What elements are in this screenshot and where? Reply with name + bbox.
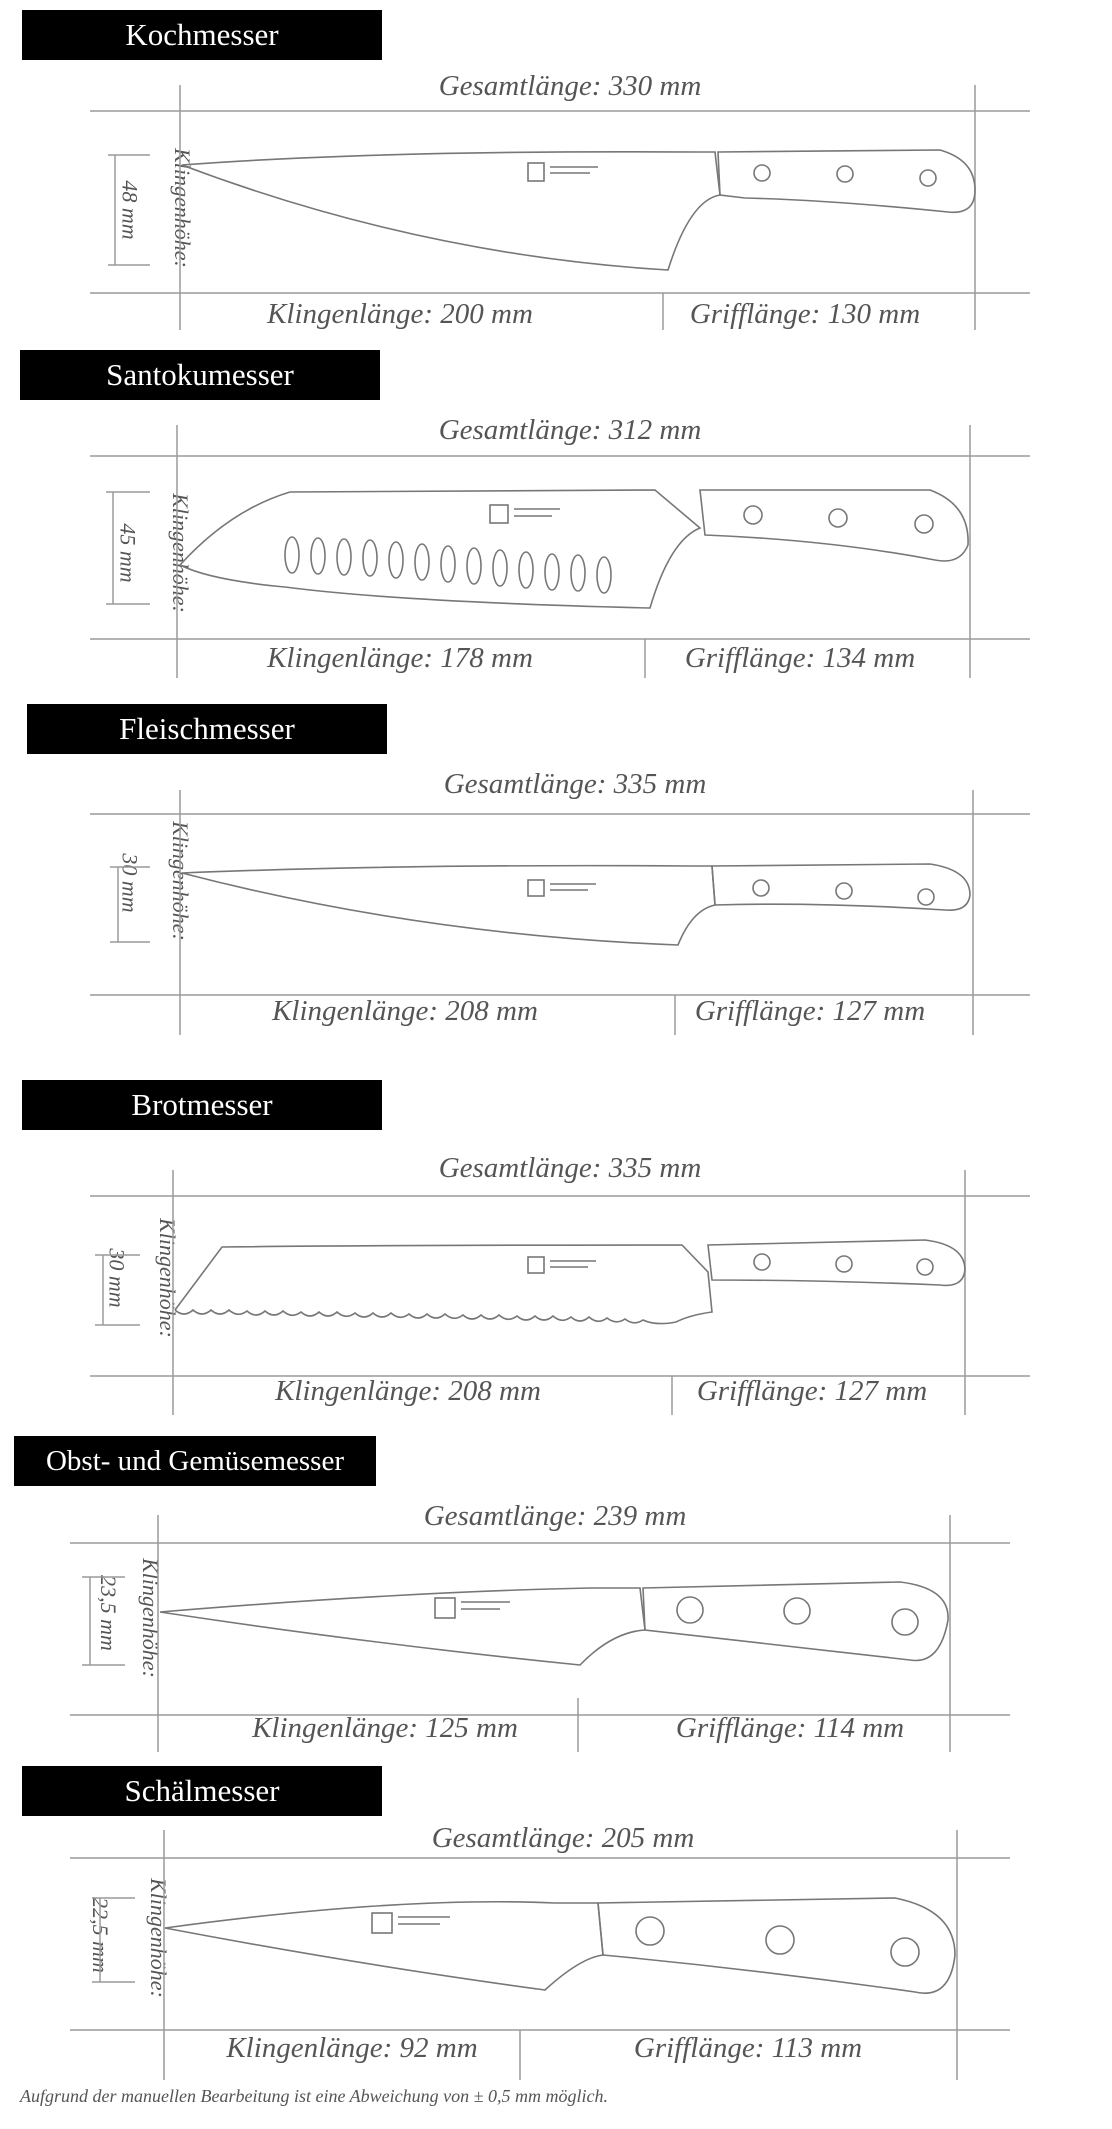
blade-length-label: Klingenlänge: 178 mm: [267, 642, 533, 674]
blade-length-label: Klingenlänge: 208 mm: [275, 1375, 541, 1407]
knife-drawing: [0, 690, 1112, 1060]
knife-drawing: [0, 1430, 1112, 1760]
blade-height-label: Klingenhöhe:: [145, 1878, 171, 1998]
section-title: Kochmesser: [22, 10, 382, 60]
blade-height-value: 22,5 mm: [87, 1897, 113, 1973]
blade-length-label: Klingenlänge: 208 mm: [272, 995, 538, 1027]
knife-drawing: [0, 1760, 1112, 2090]
knife-section-fleischmesser: [0, 690, 1112, 1060]
knife-section-obst-und-gemuesemesser: [0, 1430, 1112, 1760]
knife-drawing: [0, 1060, 1112, 1430]
section-title: Obst- und Gemüsemesser: [14, 1436, 376, 1486]
blade-height-value: 45 mm: [115, 523, 141, 583]
knife-section-brotmesser: [0, 1060, 1112, 1430]
grip-length-label: Grifflänge: 127 mm: [696, 1375, 928, 1407]
section-title: Schälmesser: [22, 1766, 382, 1816]
grip-length-label: Grifflänge: 114 mm: [675, 1712, 905, 1744]
blade-height-label: Klingenhöhe:: [167, 821, 193, 941]
blade-height-value: 30 mm: [104, 1248, 130, 1308]
total-length-label: Gesamtlänge: 330 mm: [438, 70, 702, 102]
blade-length-label: Klingenlänge: 200 mm: [267, 298, 533, 330]
blade-height-value: 30 mm: [117, 853, 143, 913]
grip-length-label: Grifflänge: 127 mm: [694, 995, 926, 1027]
grip-length-label: Grifflänge: 130 mm: [689, 298, 921, 330]
knife-section-kochmesser: [0, 0, 1112, 340]
blade-length-label: Klingenlänge: 92 mm: [226, 2032, 478, 2064]
tolerance-footnote: Aufgrund der manuellen Bearbeitung ist eine Abweichung von ± 0,5 mm möglich.: [20, 2086, 608, 2106]
section-title: Fleischmesser: [27, 704, 387, 754]
grip-length-label: Grifflänge: 134 mm: [684, 642, 916, 674]
total-length-label: Gesamtlänge: 239 mm: [423, 1500, 687, 1532]
knife-drawing: [0, 0, 1112, 340]
blade-height-label: Klingenhöhe:: [169, 148, 195, 268]
total-length-label: Gesamtlänge: 312 mm: [438, 414, 702, 446]
section-title: Brotmesser: [22, 1080, 382, 1130]
total-length-label: Gesamtlänge: 205 mm: [431, 1822, 695, 1854]
total-length-label: Gesamtlänge: 335 mm: [438, 1152, 702, 1184]
blade-height-label: Klingenhöhe:: [154, 1218, 180, 1338]
total-length-label: Gesamtlänge: 335 mm: [443, 768, 707, 800]
knife-section-schaelmesser: [0, 1760, 1112, 2090]
section-title: Santokumesser: [20, 350, 380, 400]
blade-height-value: 23,5 mm: [95, 1575, 121, 1651]
knife-section-santokumesser: [0, 340, 1112, 690]
knife-drawing: [0, 340, 1112, 690]
blade-length-label: Klingenlänge: 125 mm: [252, 1712, 518, 1744]
grip-length-label: Grifflänge: 113 mm: [633, 2032, 863, 2064]
blade-height-value: 48 mm: [117, 180, 143, 240]
blade-height-label: Klingenhöhe:: [137, 1558, 163, 1678]
blade-height-label: Klingenhöhe:: [167, 493, 193, 613]
